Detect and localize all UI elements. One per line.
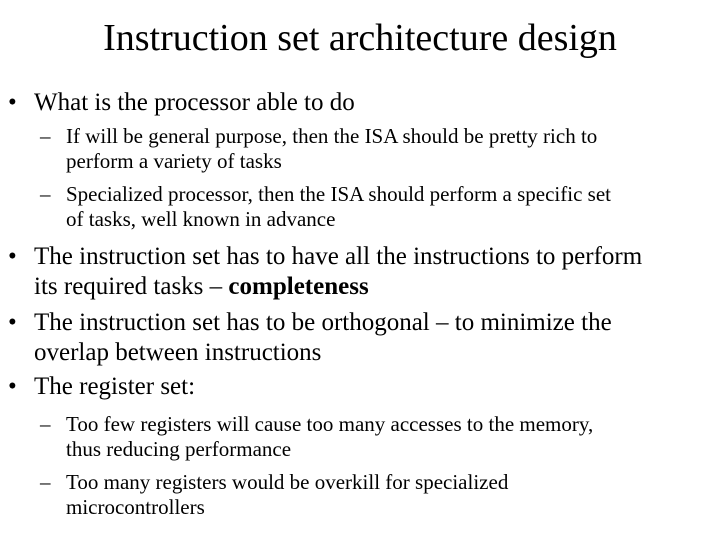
bullet-completeness <box>0 242 720 302</box>
bullet-item <box>0 242 720 302</box>
sub-bullet-item <box>0 124 716 174</box>
bullet-line: overlap between instructions <box>34 339 322 366</box>
sub-bullet-marker: – <box>40 470 51 494</box>
bullet-item <box>0 88 720 118</box>
sub-bullet-line: Specialized processor, then the ISA should perform a specific set <box>66 182 611 206</box>
bullet-marker: • <box>8 309 17 336</box>
sub-bullet-line: Too many registers would be overkill for specialized <box>66 470 509 494</box>
sub-bullet-item <box>0 470 716 520</box>
bullet-marker: • <box>8 243 17 270</box>
bullet-marker: • <box>8 89 17 116</box>
bullet-line <box>34 272 720 302</box>
sub-bullet-specialized <box>0 182 720 232</box>
sub-bullet-line: thus reducing performance <box>66 437 292 461</box>
emphasis-completeness: completeness <box>228 273 369 300</box>
bullet-text: What is the processor able to do <box>34 89 355 116</box>
sub-bullet-item <box>0 182 716 232</box>
slide-title: Instruction set architecture design <box>103 17 617 59</box>
bullet-line-text: its required tasks – <box>34 273 229 300</box>
sub-bullet-line: If will be general purpose, then the ISA should be pretty rich to <box>66 124 598 148</box>
sub-bullet-too-many <box>0 470 720 520</box>
bullet-item <box>0 372 720 402</box>
sub-bullet-line: of tasks, well known in advance <box>66 207 336 231</box>
bullet-item <box>0 308 720 368</box>
sub-bullet-item <box>0 412 716 462</box>
sub-bullet-line: microcontrollers <box>66 495 205 519</box>
bullet-processor-ability <box>0 88 720 118</box>
bullet-line: The instruction set has to have all the instructions to perform <box>34 243 643 270</box>
bullet-text: The register set: <box>34 373 196 400</box>
sub-bullet-general-purpose <box>0 124 720 174</box>
sub-bullet-line: perform a variety of tasks <box>66 149 282 173</box>
bullet-marker: • <box>8 373 17 400</box>
bullet-orthogonal <box>0 308 720 368</box>
sub-bullet-line: Too few registers will cause too many accesses to the memory, <box>66 412 594 436</box>
sub-bullet-marker: – <box>40 182 51 206</box>
sub-bullet-marker: – <box>40 124 51 148</box>
sub-bullet-marker: – <box>40 412 51 436</box>
bullet-line: The instruction set has to be orthogonal – to minimize the <box>34 309 612 336</box>
sub-bullet-too-few <box>0 412 720 462</box>
bullet-register-set <box>0 372 720 402</box>
